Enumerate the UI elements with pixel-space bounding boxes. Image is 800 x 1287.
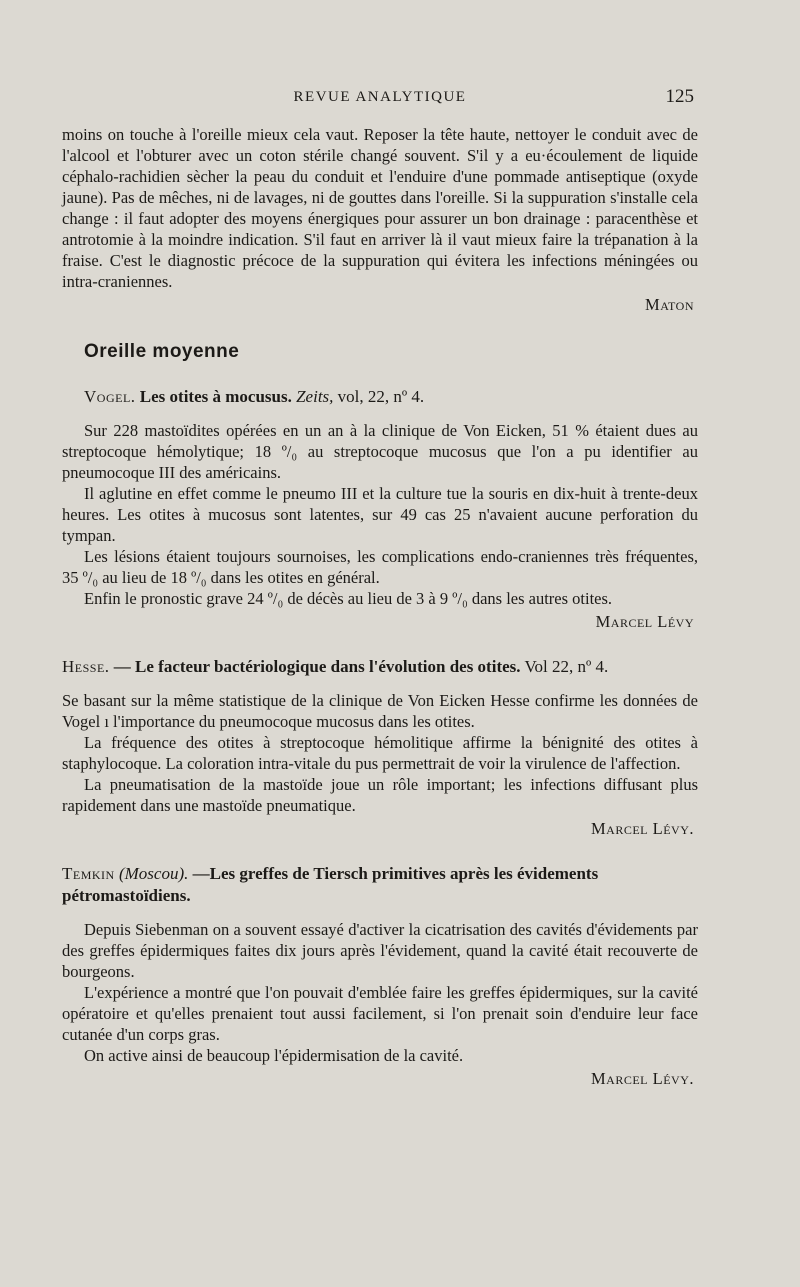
article-author: Temkin: [62, 864, 115, 883]
article-paragraph: On active ainsi de beaucoup l'épidermisation de la cavité.: [84, 1046, 464, 1065]
article-paragraph: La pneumatisation de la mastoïde joue un rôle important; les infections diffusant plus rapidement dans une mastoïde pneumatique.: [62, 775, 698, 815]
article-paragraph: Enfin le pronostic grave 24 º/₀ de décès au lieu de 3 à 9 º/₀ dans les autres otites.: [84, 589, 613, 608]
article-signature: Marcel Lévy.: [591, 819, 694, 838]
section-heading: Oreille moyenne: [84, 341, 240, 362]
article-paragraph: L'expérience a montré que l'on pouvait d'emblée faire les greffes épidermiques, sur la cavité opératoire et qu'elles prenaient tout aussi facilement, si l'on prenait soin d'enduire leur face cutanée d'un corps gras.: [62, 983, 698, 1044]
article-author: Vogel.: [84, 387, 136, 406]
article-signature: Marcel Lévy: [595, 612, 694, 631]
article-title: —Les greffes de Tiersch primitives après les évidements pétromastoïdiens.: [62, 864, 599, 905]
article-temkin-heading: [62, 863, 698, 907]
article-paragraph: Sur 228 mastoïdites opérées en un an à la clinique de Von Eicken, 51 % étaient dues au streptocoque hémolytique; 18 º/₀ au streptocoque mucosus que l'on a pu identifier au pneumocoque III des américains.: [62, 421, 698, 482]
article-vogel-heading: [62, 386, 698, 408]
running-title: REVUE ANALYTIQUE: [293, 89, 467, 105]
article-journal: Zeits,: [296, 387, 334, 406]
signature-maton: Maton: [645, 295, 694, 314]
article-paragraph: La fréquence des otites à streptocoque hémolitique affirme la bénignité des otites à staphylocoque. La coloration intra-vitale du pus permettrait de voir la virulence de l'affection.: [62, 733, 698, 773]
intro-paragraph: moins on touche à l'oreille mieux cela vaut. Reposer la tête haute, nettoyer le conduit avec de l'alcool et l'obturer avec un coton stérile changé souvent. S'il y a eu·écoulement de liquide céphalo-rachidien sècher la peau du conduit et l'enduire d'une pommade antiseptique (oxyde jaune). Pas de mêches, ni de lavages, ni de gouttes dans l'oreille. Si la suppuration s'installe cela change : il faut adopter des moyens énergiques pour assurer un bon drainage : paracenthèse et antrotomie à la moindre indication. S'il faut en arriver là il vaut mieux faire la trépanation à la fraise. C'est le diagnostic précoce de la suppuration qui évitera les infections méningées ou intra-craniennes.: [62, 125, 698, 291]
article-reference: vol, 22, nº 4.: [333, 387, 425, 406]
article-location: (Moscou).: [118, 864, 189, 883]
article-signature: Marcel Lévy.: [591, 1069, 694, 1088]
article-paragraph: Se basant sur la même statistique de la clinique de Von Eicken Hesse confirme les données de Vogel ı l'importance du pneumocoque mucosus dans les otites.: [62, 691, 698, 731]
article-hesse-heading: [62, 656, 698, 678]
article-author: Hesse.: [62, 657, 110, 676]
article-title: Les otites à mocusus.: [139, 387, 292, 406]
article-paragraph: Les lésions étaient toujours sournoises, les complications endo-craniennes très fréquentes, 35 º/₀ au lieu de 18 º/₀ dans les otites en général.: [62, 547, 698, 587]
article-paragraph: Depuis Siebenman on a souvent essayé d'activer la cicatrisation des cavités d'évidements par des greffes épidermiques faites dix jours après l'évidement, quand la cavité était recouverte de bourgeons.: [62, 920, 698, 981]
page-content: [62, 124, 698, 1089]
page-number: 125: [665, 86, 694, 107]
article-reference: Vol 22, nº 4.: [520, 657, 609, 676]
article-title: — Le facteur bactériologique dans l'évolution des otites.: [113, 657, 521, 676]
article-paragraph: Il aglutine en effet comme le pneumo III et la culture tue la souris en dix-huit à trente-deux heures. Les otites à mucosus sont latentes, sur 49 cas 25 n'avaient aucune perforation du tympan.: [62, 484, 698, 545]
page-header: [62, 86, 698, 112]
